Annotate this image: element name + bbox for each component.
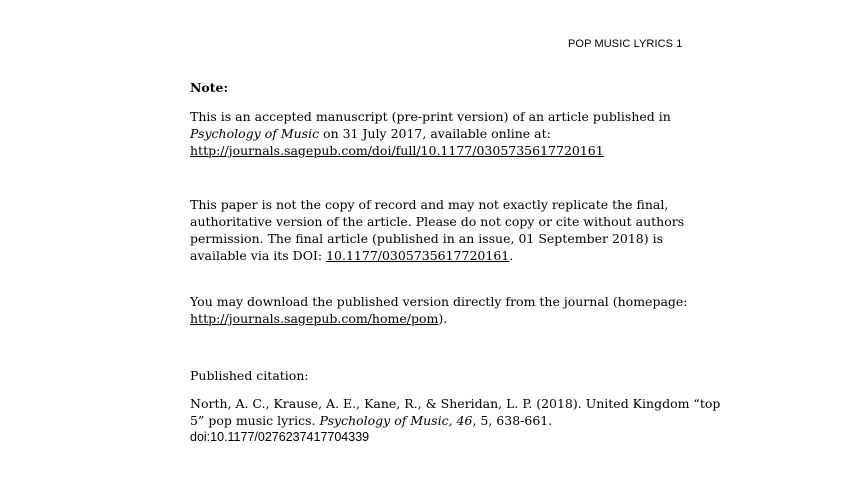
manuscript-notice-paragraph <box>190 108 710 159</box>
citation-label: Published citation: <box>190 368 309 383</box>
citation-line-2-post: , 5, 638-661. <box>472 413 553 428</box>
download-paragraph <box>190 293 710 327</box>
record-line-4 <box>190 247 710 264</box>
citation-paragraph <box>190 395 721 446</box>
copy-of-record-paragraph <box>190 196 710 264</box>
notice-line-1: This is an accepted manuscript (pre-print version) of an article published in <box>190 109 671 124</box>
notice-line-2 <box>190 125 710 142</box>
citation-doi: doi:10.1177/0276237417704339 <box>190 430 370 444</box>
citation-line-1: North, A. C., Krause, A. E., Kane, R., & Sheridan, L. P. (2018). United Kingdom “top <box>190 396 721 411</box>
citation-journal: Psychology of Music, 46 <box>319 413 473 428</box>
record-line-4-post: . <box>509 248 514 263</box>
download-line-2-post: ). <box>438 311 448 326</box>
doi-link[interactable]: 10.1177/0305735617720161 <box>326 248 510 263</box>
citation-line-2 <box>190 412 710 429</box>
notice-line-2-rest: on 31 July 2017, available online at: <box>319 126 551 141</box>
record-line-4-pre: available via its DOI: <box>190 248 327 263</box>
running-head: POP MUSIC LYRICS 1 <box>568 38 683 50</box>
record-line-3: permission. The final article (published in an issue, 01 September 2018) is <box>190 231 663 246</box>
download-line-1: You may download the published version directly from the journal (homepage: <box>190 294 688 309</box>
citation-line-2-pre: 5” pop music lyrics. <box>190 413 320 428</box>
journal-homepage-link[interactable]: http://journals.sagepub.com/home/pom <box>190 311 439 326</box>
note-label: Note: <box>190 80 229 95</box>
record-line-1: This paper is not the copy of record and may not exactly replicate the final, <box>190 197 669 212</box>
journal-name: Psychology of Music <box>190 126 320 141</box>
record-line-2: authoritative version of the article. Please do not copy or cite without authors <box>190 214 685 229</box>
notice-line-3 <box>190 142 710 159</box>
download-line-2 <box>190 310 710 327</box>
article-url-link[interactable]: http://journals.sagepub.com/doi/full/10.1177/0305735617720161 <box>190 143 604 158</box>
